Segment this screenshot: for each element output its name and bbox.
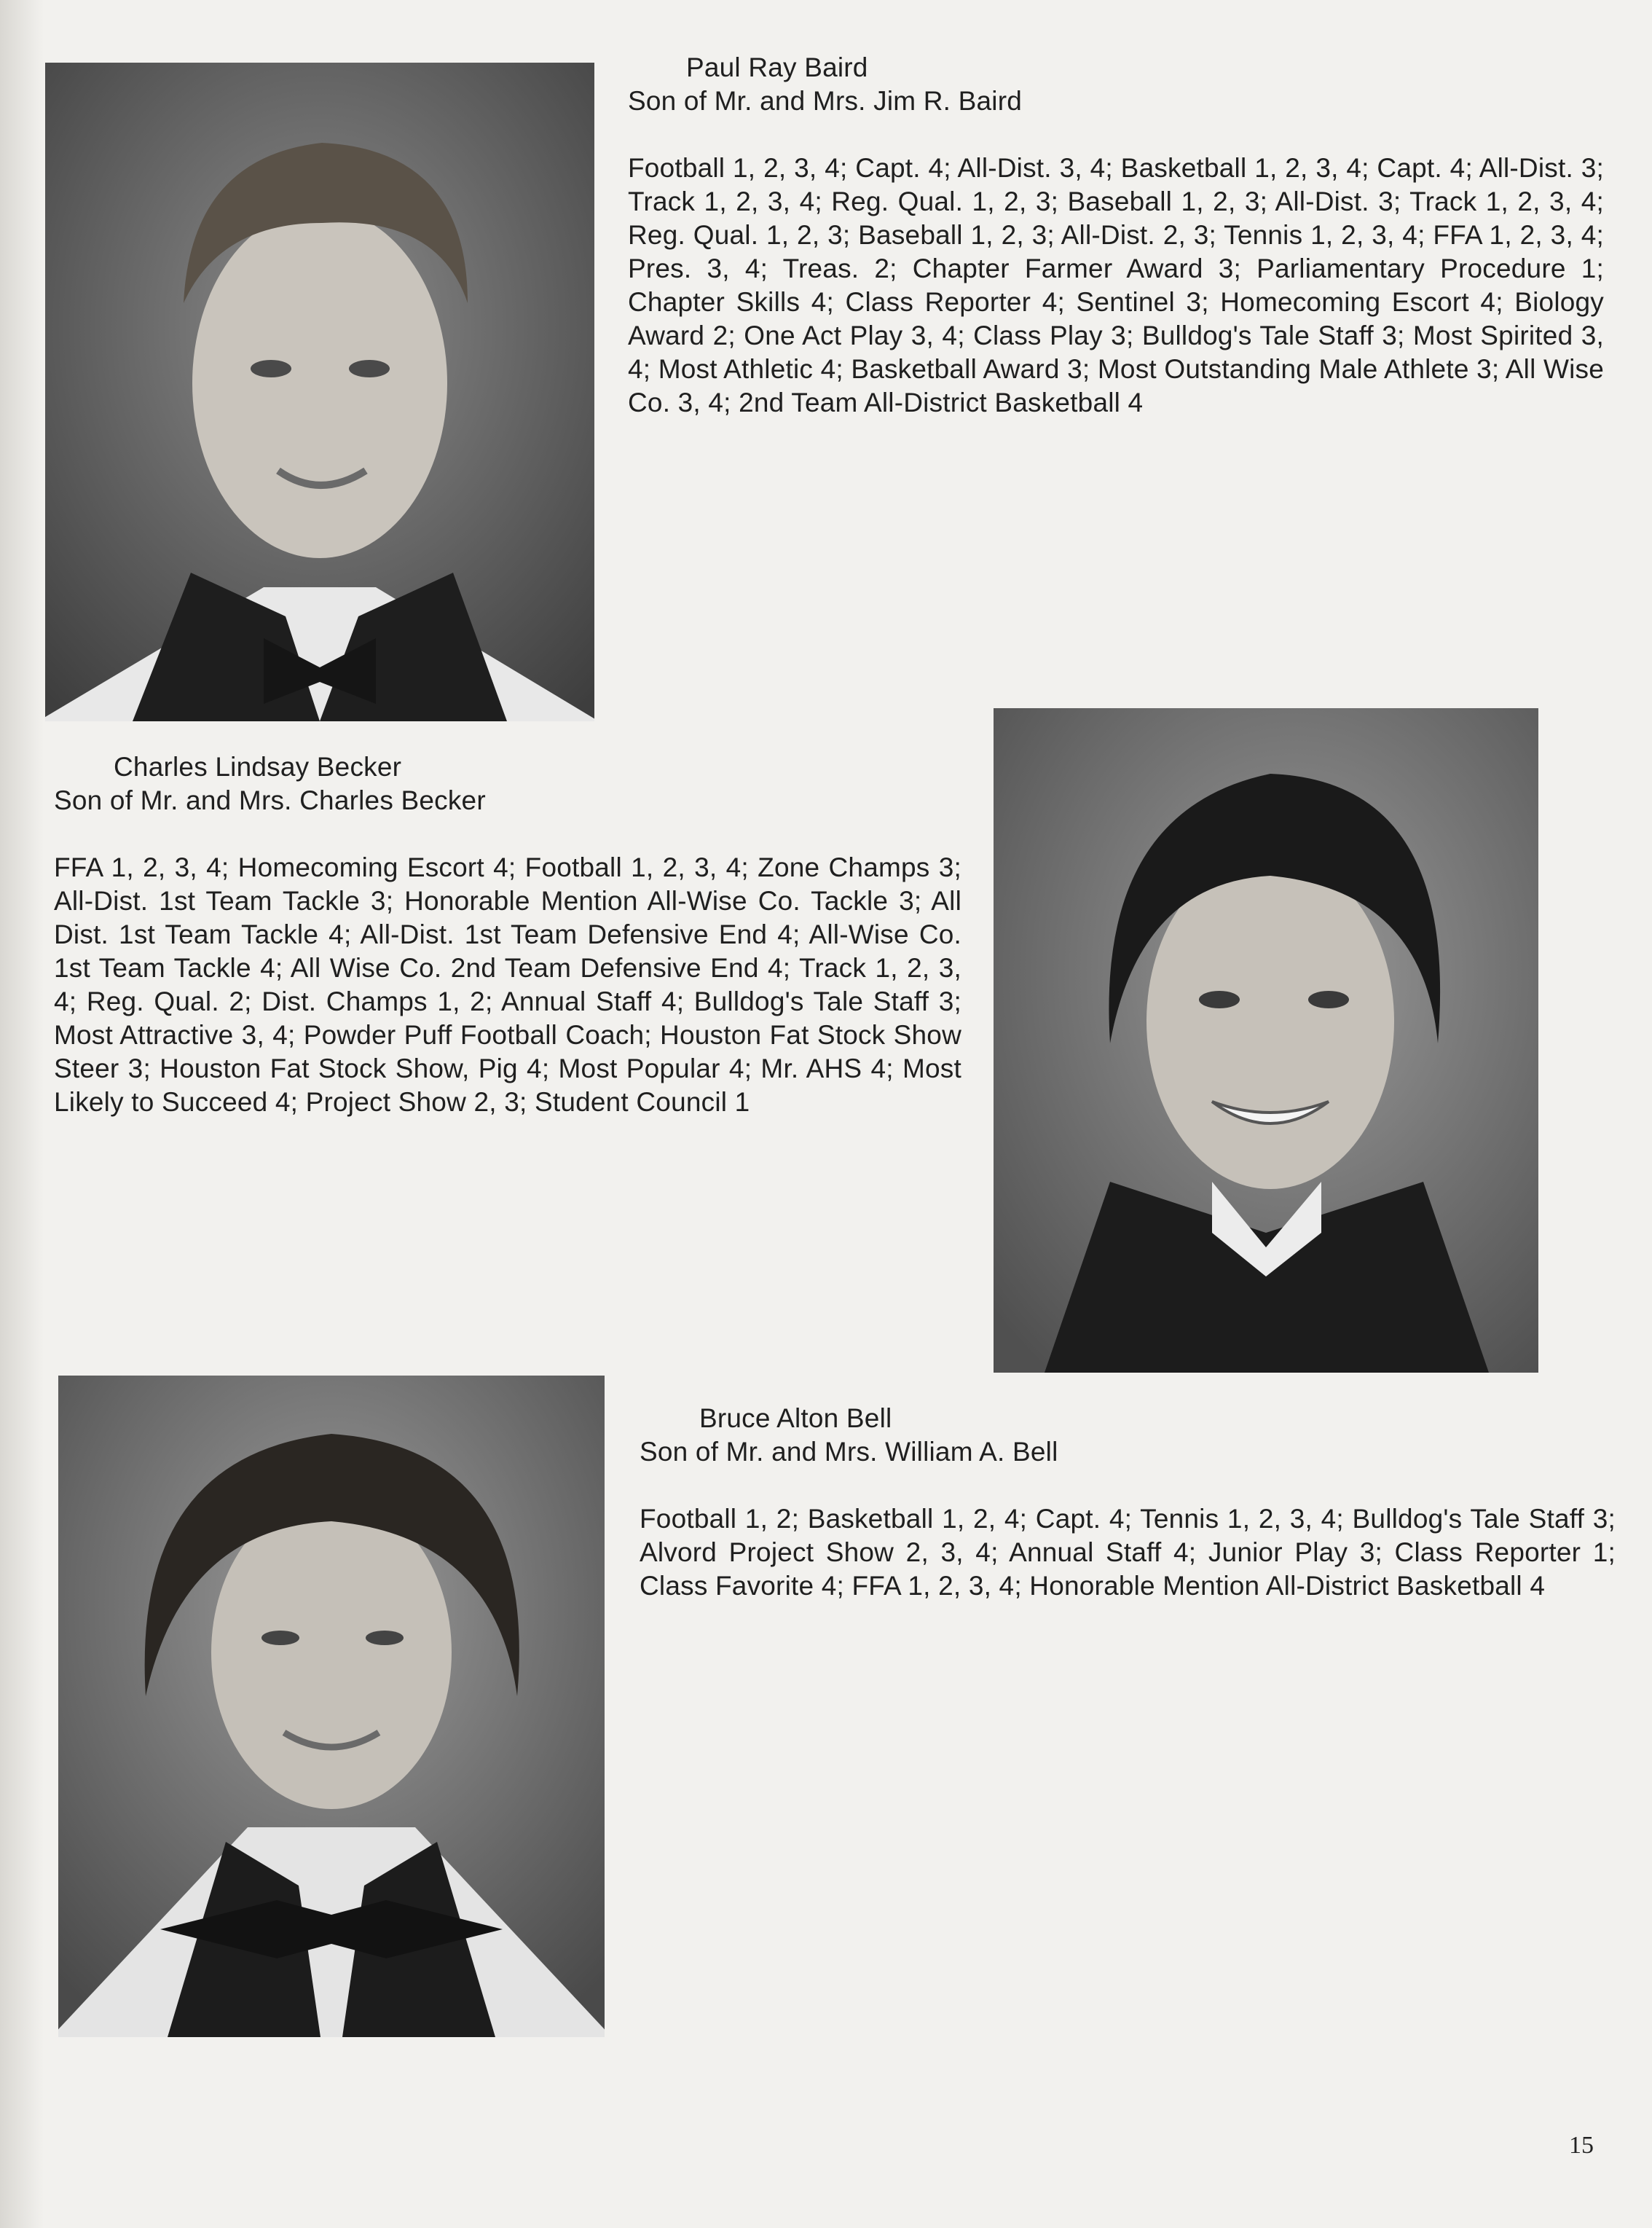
page-binding-shadow (0, 0, 44, 2228)
portrait-photo-charles-becker (994, 708, 1538, 1373)
student-name-block (54, 750, 961, 817)
page-number: 15 (1569, 2132, 1594, 2159)
student-activities: FFA 1, 2, 3, 4; Homecoming Escort 4; Football 1, 2, 3, 4; Zone Champs 3; All-Dist. 1st Team Tackle 3; Honorable Mention All-Wise Co. Tackle 3; All Dist. 1st Team Tackle 4; All-Dist. 1st Team Defensive End 4; All-Wise Co. 1st Team Tackle 4; All Wise Co. 2nd Team Defensive End 4; Track 1, 2, 3, 4; Reg. Qual. 2; Dist. Champs 1, 2; Annual Staff 4; Bulldog's Tale Staff 3; Most Attractive 3, 4; Powder Puff Football Coach; Houston Fat Stock Show Steer 3; Houston Fat Stock Show, Pig 4; Most Popular 4; Mr. AHS 4; Most Likely to Succeed 4; Project Show 2, 3; Student Council 1 (54, 852, 961, 1117)
bio-bruce-bell (640, 1402, 1616, 1603)
student-parents: Son of Mr. and Mrs. William A. Bell (640, 1437, 1058, 1467)
student-parents: Son of Mr. and Mrs. Charles Becker (54, 785, 486, 815)
student-name: Bruce Alton Bell (699, 1403, 892, 1433)
portrait-photo-paul-baird (45, 63, 594, 721)
student-name-block (628, 51, 1604, 118)
portrait-photo-bruce-bell (58, 1376, 605, 2037)
student-name: Paul Ray Baird (686, 52, 868, 82)
student-parents: Son of Mr. and Mrs. Jim R. Baird (628, 86, 1023, 116)
student-activities: Football 1, 2, 3, 4; Capt. 4; All-Dist. 3, 4; Basketball 1, 2, 3, 4; Capt. 4; All-Dist. 3; Track 1, 2, 3, 4; Reg. Qual. 1, 2, 3; Baseball 1, 2, 3; All-Dist. 3; Track 1, 2, 3, 4; Reg. Qual. 1, 2, 3; Baseball 1, 2, 3; All-Dist. 2, 3; Tennis 1, 2, 3, 4; FFA 1, 2, 3, 4; Pres. 3, 4; Treas. 2; Chapter Farmer Award 3; Parliamentary Procedure 1; Chapter Skills 4; Class Reporter 4; Sentinel 3; Homecoming Escort 4; Biology Award 2; One Act Play 3, 4; Class Play 3; Bulldog's Tale Staff 3; Most Spirited 3, 4; Most Athletic 4; Basketball Award 3; Most Outstanding Male Athlete 3; All Wise Co. 3, 4; 2nd Team All-District Basketball 4 (628, 153, 1604, 417)
student-name-block (640, 1402, 1616, 1469)
student-name: Charles Lindsay Becker (114, 752, 402, 782)
bio-charles-becker (54, 750, 961, 1119)
student-activities: Football 1, 2; Basketball 1, 2, 4; Capt. 4; Tennis 1, 2, 3, 4; Bulldog's Tale Staff 3; Alvord Project Show 2, 3, 4; Annual Staff 4; Junior Play 3; Class Reporter 1; Class Favorite 4; FFA 1, 2, 3, 4; Honorable Mention All-District Basketball 4 (640, 1504, 1616, 1601)
bio-paul-baird (628, 51, 1604, 420)
